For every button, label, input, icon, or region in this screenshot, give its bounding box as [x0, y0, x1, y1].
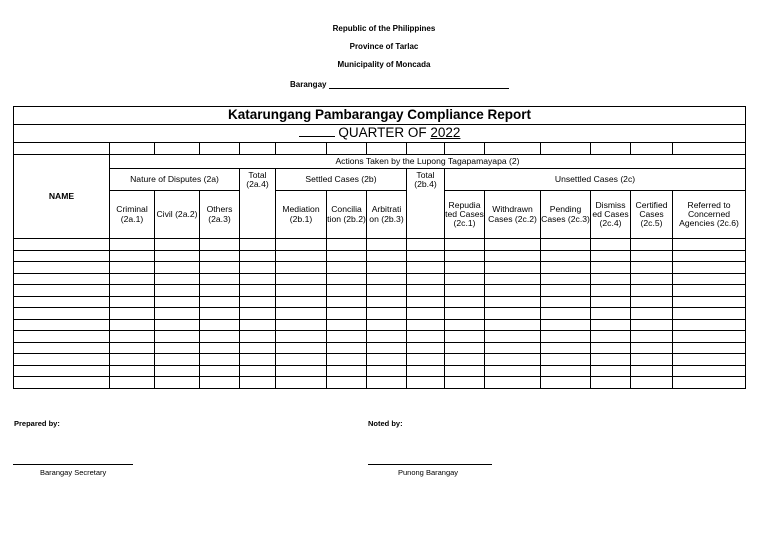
table-cell — [110, 296, 155, 308]
table-cell — [445, 319, 485, 331]
table-cell — [445, 354, 485, 366]
nature-header: Nature of Disputes (2a) — [110, 169, 240, 191]
table-cell — [407, 285, 445, 297]
table-cell — [200, 262, 240, 274]
table-cell — [276, 273, 327, 285]
table-row — [14, 319, 746, 331]
table-cell — [110, 331, 155, 343]
table-cell — [14, 250, 110, 262]
table-cell — [240, 296, 276, 308]
table-cell — [200, 377, 240, 389]
table-cell — [445, 342, 485, 354]
table-cell — [14, 365, 110, 377]
table-cell — [276, 250, 327, 262]
table-cell — [110, 308, 155, 320]
quarter-year: 2022 — [430, 125, 461, 141]
total-2a4: Total (2a.4) — [240, 169, 276, 239]
table-cell — [200, 285, 240, 297]
table-cell — [407, 273, 445, 285]
table-cell — [327, 250, 367, 262]
table-cell — [367, 331, 407, 343]
table-cell — [110, 319, 155, 331]
table-cell — [155, 285, 200, 297]
settled-header: Settled Cases (2b) — [276, 169, 407, 191]
table-cell — [367, 308, 407, 320]
blank-rows — [14, 239, 746, 389]
table-cell — [631, 296, 673, 308]
table-cell — [673, 262, 746, 274]
table-cell — [407, 296, 445, 308]
table-cell — [327, 308, 367, 320]
table-cell — [14, 342, 110, 354]
table-cell — [485, 262, 541, 274]
table-cell — [541, 296, 591, 308]
table-cell — [14, 354, 110, 366]
table-cell — [155, 354, 200, 366]
table-cell — [155, 365, 200, 377]
table-cell — [541, 250, 591, 262]
table-cell — [327, 342, 367, 354]
table-cell — [631, 308, 673, 320]
table-cell — [240, 239, 276, 251]
prepared-by-label: Prepared by: — [14, 419, 60, 428]
table-cell — [240, 250, 276, 262]
col-mediation: Mediation (2b.1) — [276, 191, 327, 239]
table-cell — [591, 296, 631, 308]
table-cell — [631, 262, 673, 274]
table-cell — [240, 354, 276, 366]
table-cell — [200, 296, 240, 308]
table-cell — [445, 285, 485, 297]
table-cell — [240, 377, 276, 389]
quarter-row — [14, 125, 746, 143]
punong-signature-line — [368, 464, 492, 465]
table-row — [14, 239, 746, 251]
table-cell — [367, 262, 407, 274]
col-certified: Certified Cases (2c.5) — [631, 191, 673, 239]
table-cell — [673, 239, 746, 251]
quarter-label: QUARTER OF — [338, 125, 427, 141]
table-cell — [485, 354, 541, 366]
table-cell — [155, 342, 200, 354]
table-cell — [591, 273, 631, 285]
total-2b4: Total (2b.4) — [407, 169, 445, 239]
table-cell — [240, 342, 276, 354]
table-cell — [110, 250, 155, 262]
table-cell — [631, 331, 673, 343]
table-cell — [541, 285, 591, 297]
table-cell — [591, 250, 631, 262]
table-cell — [276, 354, 327, 366]
table-cell — [276, 342, 327, 354]
table-cell — [407, 377, 445, 389]
table-cell — [541, 365, 591, 377]
table-cell — [14, 308, 110, 320]
table-cell — [110, 377, 155, 389]
table-cell — [673, 365, 746, 377]
table-cell — [110, 285, 155, 297]
table-cell — [240, 285, 276, 297]
table-cell — [591, 342, 631, 354]
table-cell — [367, 365, 407, 377]
republic-line: Republic of the Philippines — [332, 24, 436, 33]
table-cell — [110, 262, 155, 274]
col-criminal: Criminal (2a.1) — [110, 191, 155, 239]
table-cell — [541, 273, 591, 285]
table-cell — [367, 354, 407, 366]
table-row — [14, 250, 746, 262]
table-cell — [200, 354, 240, 366]
table-cell — [155, 273, 200, 285]
table-cell — [367, 296, 407, 308]
table-cell — [200, 331, 240, 343]
table-cell — [327, 365, 367, 377]
table-cell — [541, 319, 591, 331]
table-cell — [485, 250, 541, 262]
barangay-label: Barangay — [290, 80, 327, 89]
table-cell — [14, 262, 110, 274]
table-cell — [155, 262, 200, 274]
municipality-line: Municipality of Moncada — [337, 60, 431, 69]
table-cell — [541, 354, 591, 366]
table-cell — [407, 354, 445, 366]
barangay-blank-line — [329, 80, 509, 89]
table-cell — [155, 319, 200, 331]
table-cell — [200, 273, 240, 285]
table-cell — [445, 250, 485, 262]
col-arbitration: Arbitrati on (2b.3) — [367, 191, 407, 239]
col-others: Others (2a.3) — [200, 191, 240, 239]
table-cell — [155, 239, 200, 251]
table-cell — [240, 262, 276, 274]
table-cell — [631, 319, 673, 331]
table-row — [14, 296, 746, 308]
table-cell — [591, 319, 631, 331]
table-cell — [276, 319, 327, 331]
col-repudiated: Repudia ted Cases (2c.1) — [445, 191, 485, 239]
col-referred: Referred to Concerned Agencies (2c.6) — [673, 191, 746, 239]
noted-by-label: Noted by: — [368, 419, 403, 428]
compliance-report-table — [13, 106, 746, 389]
table-cell — [367, 342, 407, 354]
table-cell — [155, 296, 200, 308]
table-row — [14, 262, 746, 274]
table-cell — [327, 273, 367, 285]
table-cell — [673, 273, 746, 285]
table-cell — [407, 262, 445, 274]
col-civil: Civil (2a.2) — [155, 191, 200, 239]
table-cell — [591, 285, 631, 297]
table-cell — [591, 365, 631, 377]
name-header: NAME — [14, 155, 110, 239]
table-cell — [591, 354, 631, 366]
table-cell — [485, 319, 541, 331]
table-cell — [200, 250, 240, 262]
table-cell — [673, 285, 746, 297]
table-cell — [407, 319, 445, 331]
table-cell — [327, 262, 367, 274]
table-cell — [445, 331, 485, 343]
table-cell — [673, 319, 746, 331]
table-cell — [327, 319, 367, 331]
table-row — [14, 354, 746, 366]
table-cell — [445, 377, 485, 389]
table-cell — [200, 319, 240, 331]
table-cell — [541, 308, 591, 320]
table-cell — [110, 365, 155, 377]
province-line: Province of Tarlac — [349, 42, 419, 51]
table-cell — [485, 331, 541, 343]
table-cell — [367, 377, 407, 389]
table-cell — [541, 377, 591, 389]
table-cell — [631, 250, 673, 262]
table-cell — [200, 239, 240, 251]
table-cell — [407, 250, 445, 262]
table-cell — [485, 239, 541, 251]
col-withdrawn: Withdrawn Cases (2c.2) — [485, 191, 541, 239]
table-cell — [407, 331, 445, 343]
table-cell — [327, 285, 367, 297]
table-row — [14, 365, 746, 377]
table-cell — [276, 262, 327, 274]
table-cell — [407, 342, 445, 354]
table-cell — [485, 296, 541, 308]
table-cell — [673, 308, 746, 320]
report-title: Katarungang Pambarangay Compliance Report — [14, 107, 746, 125]
table-cell — [407, 308, 445, 320]
table-cell — [485, 342, 541, 354]
table-cell — [631, 365, 673, 377]
table-cell — [276, 296, 327, 308]
table-cell — [445, 308, 485, 320]
table-cell — [14, 377, 110, 389]
table-row — [14, 342, 746, 354]
table-cell — [631, 342, 673, 354]
table-cell — [327, 377, 367, 389]
table-cell — [631, 377, 673, 389]
punong-label: Punong Barangay — [398, 468, 459, 477]
table-cell — [541, 342, 591, 354]
table-cell — [240, 365, 276, 377]
table-cell — [541, 262, 591, 274]
table-cell — [367, 273, 407, 285]
secretary-signature-line — [13, 464, 133, 465]
table-cell — [367, 285, 407, 297]
table-cell — [276, 239, 327, 251]
table-cell — [631, 285, 673, 297]
table-row — [14, 273, 746, 285]
table-cell — [485, 273, 541, 285]
table-cell — [591, 239, 631, 251]
table-cell — [445, 239, 485, 251]
table-cell — [110, 239, 155, 251]
table-cell — [631, 239, 673, 251]
table-cell — [591, 308, 631, 320]
table-cell — [110, 342, 155, 354]
table-cell — [200, 365, 240, 377]
table-cell — [276, 308, 327, 320]
table-cell — [407, 239, 445, 251]
col-pending: Pending Cases (2c.3) — [541, 191, 591, 239]
table-cell — [276, 377, 327, 389]
table-cell — [155, 331, 200, 343]
table-row — [14, 308, 746, 320]
actions-header: Actions Taken by the Lupong Tagapamayapa (2) — [110, 155, 746, 169]
col-dismissed: Dismiss ed Cases (2c.4) — [591, 191, 631, 239]
table-cell — [155, 377, 200, 389]
table-cell — [200, 308, 240, 320]
table-cell — [673, 250, 746, 262]
table-cell — [591, 262, 631, 274]
table-cell — [367, 319, 407, 331]
barangay-field — [290, 80, 509, 89]
table-cell — [631, 273, 673, 285]
table-cell — [14, 285, 110, 297]
table-cell — [485, 285, 541, 297]
table-cell — [327, 239, 367, 251]
table-cell — [14, 331, 110, 343]
table-cell — [591, 331, 631, 343]
table-row — [14, 331, 746, 343]
table-cell — [110, 273, 155, 285]
table-cell — [110, 354, 155, 366]
table-cell — [673, 331, 746, 343]
table-cell — [673, 377, 746, 389]
table-row — [14, 377, 746, 389]
table-row — [14, 285, 746, 297]
table-cell — [407, 365, 445, 377]
table-cell — [14, 273, 110, 285]
table-cell — [367, 239, 407, 251]
quarter-blank — [299, 126, 335, 137]
table-cell — [240, 319, 276, 331]
table-cell — [276, 365, 327, 377]
table-cell — [631, 354, 673, 366]
table-cell — [673, 296, 746, 308]
table-cell — [327, 354, 367, 366]
table-cell — [485, 365, 541, 377]
table-cell — [276, 285, 327, 297]
table-cell — [14, 319, 110, 331]
table-cell — [276, 331, 327, 343]
unsettled-header: Unsettled Cases (2c) — [445, 169, 746, 191]
table-cell — [200, 342, 240, 354]
table-cell — [445, 262, 485, 274]
table-cell — [591, 377, 631, 389]
table-cell — [14, 296, 110, 308]
table-cell — [541, 239, 591, 251]
table-cell — [367, 250, 407, 262]
table-cell — [14, 239, 110, 251]
secretary-label: Barangay Secretary — [40, 468, 107, 477]
table-cell — [155, 308, 200, 320]
table-cell — [445, 365, 485, 377]
table-cell — [155, 250, 200, 262]
table-cell — [445, 273, 485, 285]
table-cell — [673, 342, 746, 354]
table-cell — [240, 273, 276, 285]
table-cell — [240, 308, 276, 320]
table-cell — [327, 331, 367, 343]
table-cell — [240, 331, 276, 343]
col-conciliation: Concilia tion (2b.2) — [327, 191, 367, 239]
table-cell — [673, 354, 746, 366]
table-cell — [485, 377, 541, 389]
table-cell — [541, 331, 591, 343]
table-cell — [485, 308, 541, 320]
table-cell — [445, 296, 485, 308]
table-cell — [327, 296, 367, 308]
